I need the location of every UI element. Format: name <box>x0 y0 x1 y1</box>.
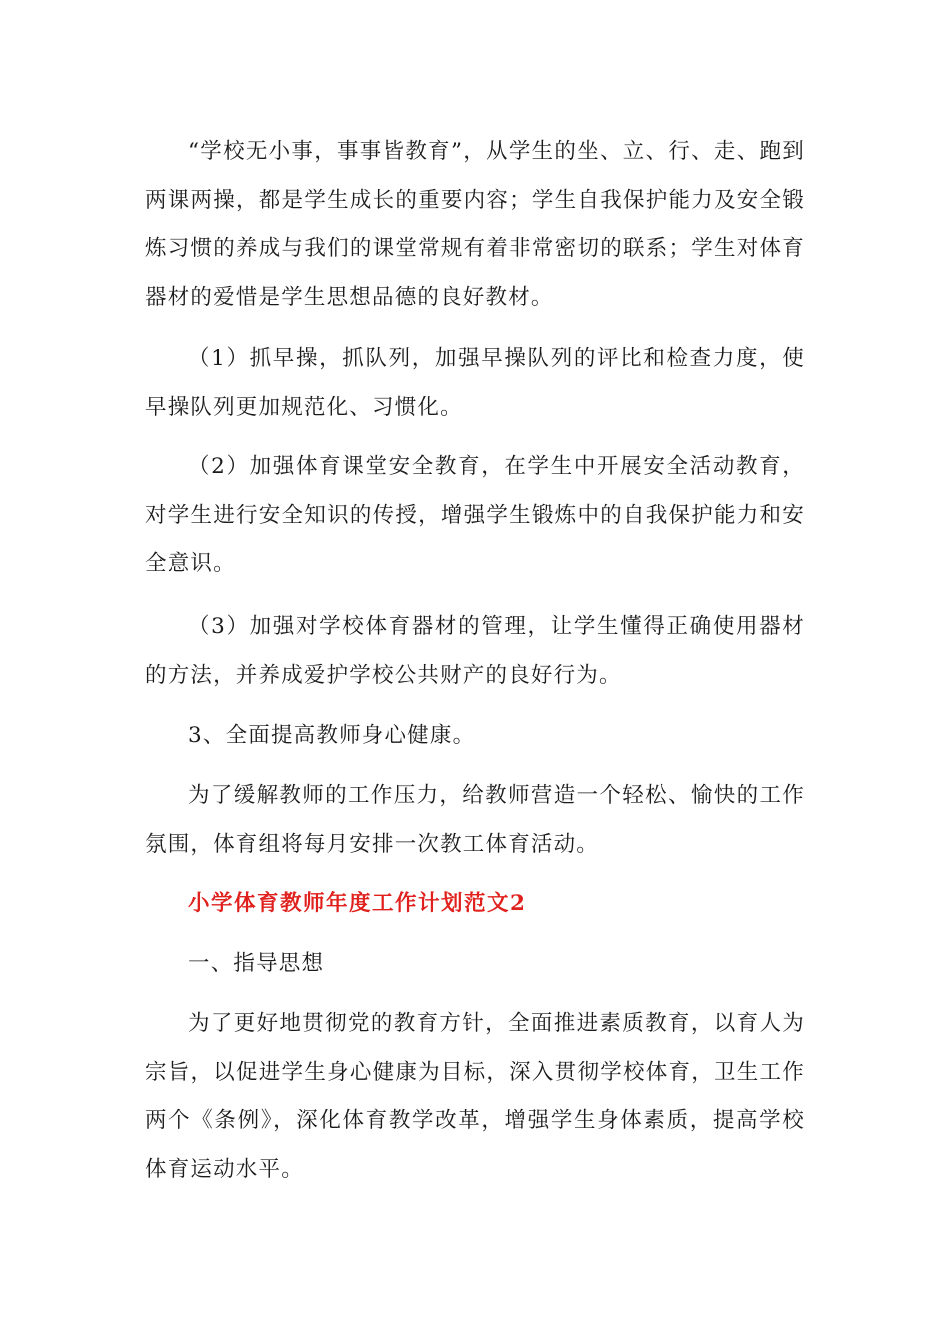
section-heading: 小学体育教师年度工作计划范文2 <box>188 891 527 916</box>
subheading-guiding-thought: 一、指导思想 <box>188 951 325 976</box>
paragraph-education-principle: “学校无小事，事事皆教育”，从学生的坐、立、行、走、跑到两课两操，都是学生成长的重要内容；学生自我保护能力及安全锻炼习惯的养成与我们的课堂常规有着非常密切的联系；学生对体育器材的爱惜是学生思想品德的良好教材。 <box>145 139 805 310</box>
paragraph-teacher-health: 3、全面提高教师身心健康。 <box>188 723 476 748</box>
paragraph-teacher-activity: 为了缓解教师的工作压力，给教师营造一个轻松、愉快的工作氛围，体育组将每月安排一次教工体育活动。 <box>145 783 805 857</box>
paragraph-guiding-thought: 为了更好地贯彻党的教育方针，全面推进素质教育，以育人为宗旨，以促进学生身心健康为目标，深入贯彻学校体育，卫生工作两个《条例》，深化体育教学改革，增强学生身体素质，提高学校体育运动水平。 <box>145 1011 805 1182</box>
paragraph-equipment-management: （3）加强对学校体育器材的管理，让学生懂得正确使用器材的方法，并养成爱护学校公共财产的良好行为。 <box>145 614 805 688</box>
paragraph-morning-exercise: （1）抓早操，抓队列，加强早操队列的评比和检查力度，使早操队列更加规范化、习惯化。 <box>145 346 805 420</box>
paragraph-safety-education: （2）加强体育课堂安全教育，在学生中开展安全活动教育，对学生进行安全知识的传授，增强学生锻炼中的自我保护能力和安全意识。 <box>145 454 805 576</box>
